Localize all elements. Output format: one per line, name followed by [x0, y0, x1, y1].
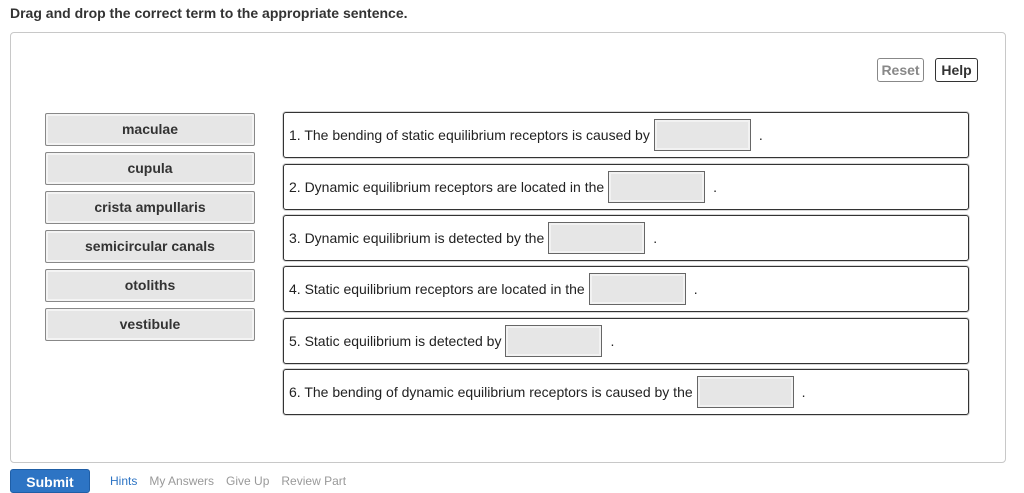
sentence-row — [283, 164, 969, 210]
sentence-text: 5. Static equilibrium is detected by — [289, 333, 502, 349]
hints-link[interactable]: Hints — [110, 474, 138, 488]
sentence-period: . — [653, 230, 658, 246]
instructions-text: Drag and drop the correct term to the appropriate sentence. — [10, 5, 408, 21]
sentence-period: . — [610, 333, 615, 349]
term-tile[interactable]: vestibule — [45, 308, 255, 341]
my-answers-link[interactable]: My Answers — [149, 474, 215, 488]
help-button[interactable]: Help — [935, 58, 978, 82]
sentence-row — [283, 112, 969, 158]
sentence-period: . — [758, 127, 763, 143]
sentence-row — [283, 266, 969, 312]
drop-target[interactable] — [697, 376, 794, 408]
sentence-text: 3. Dynamic equilibrium is detected by the — [289, 230, 545, 246]
term-tile[interactable]: otoliths — [45, 269, 255, 302]
review-part-link[interactable]: Review Part — [281, 474, 347, 488]
sentence-text: 4. Static equilibrium receptors are located in the — [289, 281, 585, 297]
drop-target[interactable] — [548, 222, 645, 254]
sentence-period: . — [693, 281, 698, 297]
term-tile[interactable]: crista ampullaris — [45, 191, 255, 224]
submit-button[interactable]: Submit — [10, 469, 90, 493]
drop-target[interactable] — [608, 171, 705, 203]
drop-target[interactable] — [589, 273, 686, 305]
sentence-text: 1. The bending of static equilibrium receptors is caused by — [289, 127, 650, 143]
term-tile[interactable]: cupula — [45, 152, 255, 185]
sentence-period: . — [801, 384, 806, 400]
term-tile[interactable]: maculae — [45, 113, 255, 146]
drop-target[interactable] — [505, 325, 602, 357]
sentence-text: 6. The bending of dynamic equilibrium receptors is caused by the — [289, 384, 693, 400]
footer-links — [110, 474, 346, 488]
sentence-row — [283, 318, 969, 364]
give-up-link[interactable]: Give Up — [226, 474, 270, 488]
reset-button[interactable]: Reset — [877, 58, 924, 82]
drop-target[interactable] — [654, 119, 751, 151]
sentence-period: . — [713, 179, 718, 195]
sentence-row — [283, 215, 969, 261]
sentence-text: 2. Dynamic equilibrium receptors are located in the — [289, 179, 605, 195]
term-tile[interactable]: semicircular canals — [45, 230, 255, 263]
sentence-row — [283, 369, 969, 415]
